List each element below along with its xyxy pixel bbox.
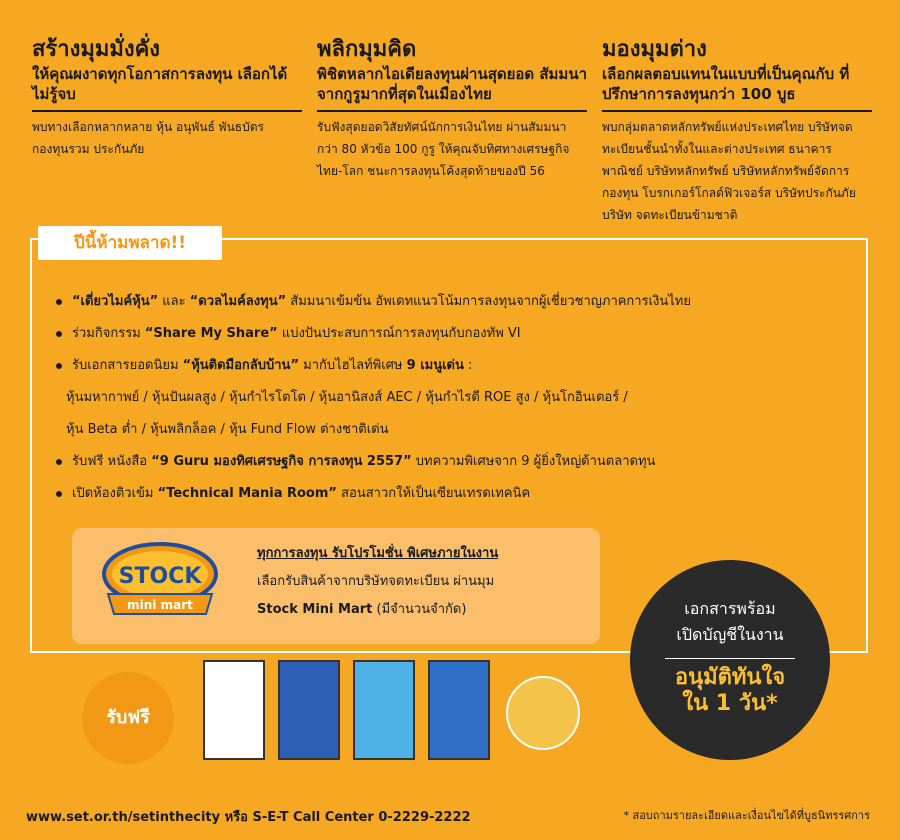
highlight-continuation: หุ้น Beta ต่ำ / หุ้นพลิกล็อค / หุ้น Fund Flow ต่างชาติเด่น xyxy=(66,422,389,437)
account-opening-badge xyxy=(630,560,830,760)
column-title: มองมุมต่าง xyxy=(602,37,707,62)
highlight-text: และ xyxy=(158,294,190,309)
panel-tab xyxy=(38,226,222,260)
stock-mini-mart-logo xyxy=(100,538,220,620)
free-book-2 xyxy=(278,660,340,760)
badge-line-2: เปิดบัญชีในงาน xyxy=(676,625,784,644)
highlight-text: บทความพิเศษจาก 9 ผู้ยิ่งใหญ่ด้านตลาดทุน xyxy=(411,454,656,469)
promo-line: เลือกรับสินค้าจากบริษัทจดทะเบียน ผ่านมุม xyxy=(257,574,495,589)
highlight-text: แบ่งปันประสบการณ์การลงทุนกับกองทัพ VI xyxy=(277,326,521,341)
column-divider xyxy=(317,110,587,112)
stock-logo-bottom-text: mini mart xyxy=(127,598,193,612)
footer-note: * สอบถามรายละเอียดและเงื่อนไขได้ที่บูธนิทรรศการ xyxy=(623,809,870,822)
badge-line-3: อนุมัติทันใจ xyxy=(674,665,786,690)
column-title: สร้างมุมมั่งคั่ง xyxy=(32,37,161,62)
badge-divider xyxy=(665,658,795,659)
highlight-item xyxy=(56,446,856,478)
promo-line-3 xyxy=(257,596,498,624)
highlight-emphasis: 9 เมนูเด่น xyxy=(406,358,464,373)
highlight-emphasis: “Technical Mania Room” xyxy=(157,486,337,501)
highlight-emphasis: “ดวลไมค์ลงทุน” xyxy=(189,294,287,309)
feature-column-3 xyxy=(602,38,872,226)
column-subtitle: เลือกผลตอบแทนในแบบที่เป็นคุณกับ ที่ปรึกษาการลงทุนกว่า 100 บูธ xyxy=(602,65,850,103)
highlight-text: เปิดห้องติวเข้ม xyxy=(72,486,158,501)
badge-line-4: ใน 1 วัน* xyxy=(682,691,778,716)
highlight-emphasis: “Share My Share” xyxy=(144,326,278,341)
highlight-continuation: หุ้นมหากาพย์ / หุ้นปันผลสูง / หุ้นกำไรโตโต / หุ้นอานิสงส์ AEC / หุ้นกำไรดี ROE สูง / หุ้นโกอินเตอร์ / xyxy=(66,390,628,405)
promo-note: (มีจำนวนจำกัด) xyxy=(372,602,467,617)
footer-contact: www.set.or.th/setinthecity หรือ S-E-T Call Center 0-2229-2222 xyxy=(26,810,471,825)
highlight-text: รับเอกสารยอดนิยม xyxy=(72,358,183,373)
promo-highlight: Stock Mini Mart xyxy=(257,602,373,617)
highlight-text: สอนสาวกให้เป็นเซียนเทรดเทคนิค xyxy=(336,486,531,501)
highlight-item xyxy=(56,478,856,510)
feature-columns xyxy=(32,38,872,243)
highlight-item xyxy=(56,350,856,382)
highlight-item xyxy=(56,286,856,318)
column-title: พลิกมุมคิด xyxy=(317,37,417,62)
highlight-text: มากับไฮไลท์พิเศษ xyxy=(299,358,407,373)
panel-tab-label: ปีนี้ห้ามพลาด!! xyxy=(73,233,187,253)
feature-column-1 xyxy=(32,38,302,160)
highlight-item xyxy=(56,318,856,350)
column-subtitle: พิชิตหลากไอเดียลงทุนผ่านสุดยอด สัมมนา จากกูรูมากที่สุดในเมืองไทย xyxy=(317,65,587,103)
highlight-emphasis: “เดี่ยวไมค์หุ้น” xyxy=(72,294,159,309)
badge-line-1: เอกสารพร้อม xyxy=(684,599,776,618)
column-subtitle: ให้คุณผงาดทุกโอกาสการลงทุน เลือกได้ไม่รู้จบ xyxy=(32,65,288,103)
highlight-emphasis: “หุ้นติดมือกลับบ้าน” xyxy=(182,358,299,373)
promo-text xyxy=(257,540,498,624)
stock-logo-top-text: STOCK xyxy=(118,564,202,589)
feature-column-2 xyxy=(317,38,587,182)
column-body: รับฟังสุดยอดวิสัยทัศน์นักการเงินไทย ผ่านสัมมนา กว่า 80 หัวข้อ 100 กูรู ให้คุณจับทิศทางเศรษฐกิจ ไทย-โลก ชนะการลงทุนโค้งสุดท้ายของปี 56 xyxy=(317,120,570,178)
highlights-list xyxy=(56,286,856,510)
free-book-3 xyxy=(353,660,415,760)
highlight-text: รับฟรี หนังสือ xyxy=(72,454,152,469)
column-body: พบทางเลือกหลากหลาย หุ้น อนุพันธ์ พันธบัตร กองทุนรวม ประกันภัย xyxy=(32,120,264,156)
promo-box xyxy=(72,528,600,644)
column-body: พบกลุ่มตลาดหลักทรัพย์แห่งประเทศไทย บริษัทจด ทะเบียนชั้นนำทั้งในและต่างประเทศ ธนาคารพาณิชย์ บริษัทหลักทรัพย์ บริษัทหลักทรัพย์จัดการกองทุน โบรกเกอร์โกลด์ฟิวเจอร์ส บริษัทประกันภัย บริษัท จดทะเบียนข้ามชาติ xyxy=(602,120,856,222)
promo-title: ทุกการลงทุน รับโปรโมชั่น พิเศษภายในงาน xyxy=(257,546,499,561)
highlight-text: ร่วมกิจกรรม xyxy=(72,326,145,341)
free-label: รับฟรี xyxy=(82,672,174,764)
column-divider xyxy=(602,110,872,112)
highlight-emphasis: “9 Guru มองทิศเศรษฐกิจ การลงทุน 2557” xyxy=(151,454,412,469)
column-divider xyxy=(32,110,302,112)
highlight-text: : xyxy=(463,358,473,373)
free-disc xyxy=(506,676,580,750)
highlight-text: สัมมนาเข้มข้น อัพเดทแนวโน้มการลงทุนจากผู้เชี่ยวชาญภาคการเงินไทย xyxy=(286,294,691,309)
free-book-4 xyxy=(428,660,490,760)
free-book-1 xyxy=(203,660,265,760)
